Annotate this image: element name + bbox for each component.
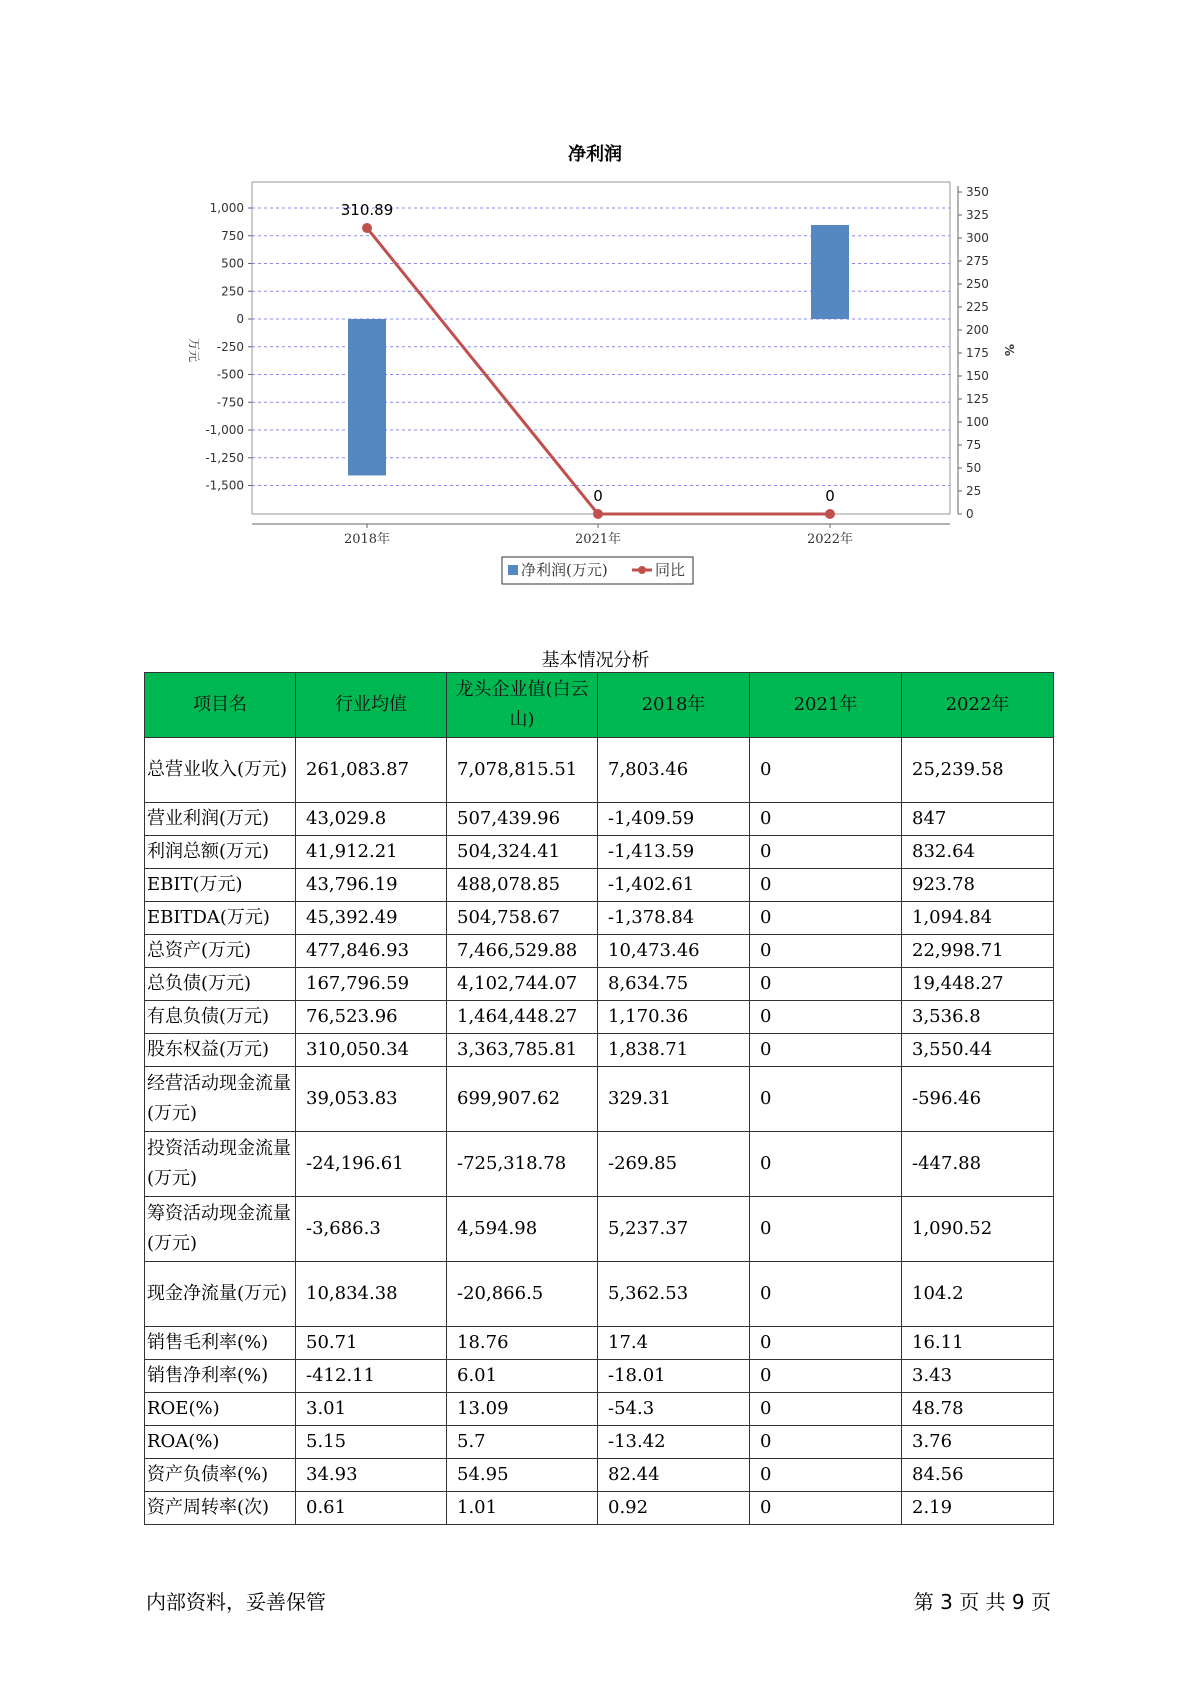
row-label: 股东权益(万元) [145, 1034, 296, 1067]
table-cell: 43,029.8 [296, 803, 447, 836]
left-tick-label: -750 [216, 395, 244, 410]
table-row [145, 1360, 1054, 1393]
row-label: 现金净流量(万元) [145, 1262, 296, 1327]
table-cell: -1,409.59 [598, 803, 750, 836]
table-cell: 477,846.93 [296, 935, 447, 968]
left-tick-label: -1,250 [205, 450, 244, 465]
table-cell: 0 [750, 1034, 902, 1067]
table-cell: 1,090.52 [902, 1197, 1054, 1262]
left-tick-label: -1,500 [205, 478, 244, 493]
row-label: EBIT(万元) [145, 869, 296, 902]
net-profit-chart [0, 0, 1191, 600]
table-cell: 0 [750, 1262, 902, 1327]
right-tick-label: 275 [966, 254, 989, 268]
table-cell: 2.19 [902, 1492, 1054, 1525]
right-axis-label: % [1002, 343, 1016, 357]
right-tick-label: 300 [966, 231, 989, 245]
table-cell: 847 [902, 803, 1054, 836]
table-row [145, 935, 1054, 968]
row-label: 利润总额(万元) [145, 836, 296, 869]
table-cell: -1,378.84 [598, 902, 750, 935]
row-label: 有息负债(万元) [145, 1001, 296, 1034]
table-row [145, 1132, 1054, 1197]
table-cell: 1,464,448.27 [447, 1001, 598, 1034]
right-tick-label: 25 [966, 484, 982, 498]
table-cell: 54.95 [447, 1459, 598, 1492]
right-tick-label: 200 [966, 323, 989, 337]
right-tick-label: 150 [966, 369, 989, 383]
table-cell: 488,078.85 [447, 869, 598, 902]
right-tick-label: 250 [966, 277, 989, 291]
table-cell: 0 [750, 1132, 902, 1197]
x-tick-label: 2021年 [574, 532, 622, 547]
table-cell: 18.76 [447, 1327, 598, 1360]
table-cell: 0 [750, 902, 902, 935]
table-cell: 0 [750, 869, 902, 902]
table-cell: 0 [750, 1197, 902, 1262]
table-cell: 504,324.41 [447, 836, 598, 869]
footer-confidential: 内部资料，妥善保管 [146, 1590, 326, 1614]
left-tick-label: 1,000 [209, 201, 244, 215]
table-cell: 3,536.8 [902, 1001, 1054, 1034]
table-cell: 832.64 [902, 836, 1054, 869]
table-cell: -13.42 [598, 1426, 750, 1459]
table-row [145, 869, 1054, 902]
header-item-name: 项目名 [145, 673, 296, 738]
legend-swatch-bar [508, 565, 518, 575]
table-cell: 3.76 [902, 1426, 1054, 1459]
table-cell: 3,363,785.81 [447, 1034, 598, 1067]
table-row [145, 1262, 1054, 1327]
table-cell: 48.78 [902, 1393, 1054, 1426]
table-cell: -1,402.61 [598, 869, 750, 902]
table-cell: 39,053.83 [296, 1067, 447, 1132]
table-cell: 1,170.36 [598, 1001, 750, 1034]
legend-label-line: 同比 [655, 561, 686, 579]
table-row [145, 1492, 1054, 1525]
left-tick-label: 500 [221, 256, 244, 271]
right-tick-label: 225 [966, 300, 989, 314]
x-tick-label: 2018年 [343, 532, 391, 547]
table-header-row [145, 673, 1054, 738]
table-cell: 0 [750, 1360, 902, 1393]
row-label: 筹资活动现金流量(万元) [145, 1197, 296, 1262]
table-cell: -269.85 [598, 1132, 750, 1197]
table-cell: 0 [750, 738, 902, 803]
table-cell: 1,838.71 [598, 1034, 750, 1067]
row-label: 资产负债率(%) [145, 1459, 296, 1492]
table-cell: 5.7 [447, 1426, 598, 1459]
row-label: 总资产(万元) [145, 935, 296, 968]
left-tick-label: 250 [221, 284, 244, 299]
row-label: 总营业收入(万元) [145, 738, 296, 803]
table-cell: 504,758.67 [447, 902, 598, 935]
table-cell: 25,239.58 [902, 738, 1054, 803]
table-cell: 0 [750, 968, 902, 1001]
left-axis-label: 万元 [187, 337, 201, 363]
table-cell: -596.46 [902, 1067, 1054, 1132]
legend-swatch-point [638, 566, 646, 574]
bar-2018年 [348, 319, 386, 475]
footer-page-number: 第 3 页 共 9 页 [913, 1590, 1051, 1614]
table-row [145, 968, 1054, 1001]
table-cell: 0 [750, 1327, 902, 1360]
table-cell: 104.2 [902, 1262, 1054, 1327]
left-tick-label: 0 [236, 312, 244, 326]
table-cell: 17.4 [598, 1327, 750, 1360]
table-cell: 5,362.53 [598, 1262, 750, 1327]
table-cell: 3.43 [902, 1360, 1054, 1393]
table-cell: 3,550.44 [902, 1034, 1054, 1067]
table-cell: 4,102,744.07 [447, 968, 598, 1001]
table-cell: 0 [750, 1459, 902, 1492]
table-cell: 0 [750, 1426, 902, 1459]
table-cell: 310,050.34 [296, 1034, 447, 1067]
table-cell: 1,094.84 [902, 902, 1054, 935]
bar-2022年 [811, 225, 849, 319]
yoy-point [825, 509, 835, 519]
table-cell: 0.92 [598, 1492, 750, 1525]
table-cell: -447.88 [902, 1132, 1054, 1197]
table-cell: -3,686.3 [296, 1197, 447, 1262]
basic-analysis-table [144, 672, 1054, 1525]
table-cell: 41,912.21 [296, 836, 447, 869]
table-cell: 10,473.46 [598, 935, 750, 968]
chart-title: 净利润 [568, 144, 622, 165]
table-cell: 0 [750, 836, 902, 869]
table-cell: 5,237.37 [598, 1197, 750, 1262]
row-label: 销售净利率(%) [145, 1360, 296, 1393]
table-cell: 0 [750, 1393, 902, 1426]
table-cell: 34.93 [296, 1459, 447, 1492]
table-cell: 84.56 [902, 1459, 1054, 1492]
yoy-point [593, 509, 603, 519]
table-cell: 167,796.59 [296, 968, 447, 1001]
table-cell: 7,078,815.51 [447, 738, 598, 803]
table-cell: 7,803.46 [598, 738, 750, 803]
row-label: 销售毛利率(%) [145, 1327, 296, 1360]
table-cell: 8,634.75 [598, 968, 750, 1001]
right-tick-label: 0 [966, 507, 974, 521]
right-tick-label: 125 [966, 392, 989, 406]
row-label: 总负债(万元) [145, 968, 296, 1001]
table-cell: 0 [750, 1492, 902, 1525]
header-2018: 2018年 [598, 673, 750, 738]
right-tick-label: 75 [966, 438, 982, 452]
table-cell: 13.09 [447, 1393, 598, 1426]
table-cell: 0 [750, 935, 902, 968]
right-tick-label: 175 [966, 346, 989, 360]
table-row [145, 836, 1054, 869]
table-cell: 261,083.87 [296, 738, 447, 803]
table-row [145, 1197, 1054, 1262]
legend-label-bar: 净利润(万元) [521, 561, 608, 579]
table-cell: 507,439.96 [447, 803, 598, 836]
table-cell: 5.15 [296, 1426, 447, 1459]
yoy-data-label: 310.89 [340, 200, 394, 219]
left-tick-label: -500 [216, 367, 244, 382]
yoy-point [362, 223, 372, 233]
table-row [145, 1034, 1054, 1067]
table-row [145, 1459, 1054, 1492]
header-leader-value: 龙头企业值(白云山) [447, 673, 598, 738]
yoy-data-label: 0 [593, 487, 603, 505]
table-cell: 0.61 [296, 1492, 447, 1525]
table-cell: -725,318.78 [447, 1132, 598, 1197]
table-row [145, 1426, 1054, 1459]
row-label: 资产周转率(次) [145, 1492, 296, 1525]
table-row [145, 902, 1054, 935]
table-row [145, 1067, 1054, 1132]
table-cell: 19,448.27 [902, 968, 1054, 1001]
table-cell: 329.31 [598, 1067, 750, 1132]
table-row [145, 1393, 1054, 1426]
table-cell: 82.44 [598, 1459, 750, 1492]
right-tick-label: 350 [966, 185, 989, 199]
chart-svg [0, 0, 1191, 600]
right-tick-label: 50 [966, 461, 982, 475]
left-tick-label: -250 [216, 339, 244, 354]
table-cell: 22,998.71 [902, 935, 1054, 968]
table-cell: -20,866.5 [447, 1262, 598, 1327]
table-cell: 3.01 [296, 1393, 447, 1426]
table-cell: 45,392.49 [296, 902, 447, 935]
table-cell: 76,523.96 [296, 1001, 447, 1034]
table-cell: -1,413.59 [598, 836, 750, 869]
table-cell: 0 [750, 803, 902, 836]
right-tick-label: 325 [966, 208, 989, 222]
table-cell: 699,907.62 [447, 1067, 598, 1132]
header-2021: 2021年 [750, 673, 902, 738]
row-label: ROE(%) [145, 1393, 296, 1426]
table-cell: 10,834.38 [296, 1262, 447, 1327]
row-label: 经营活动现金流量(万元) [145, 1067, 296, 1132]
x-tick-label: 2022年 [806, 532, 854, 547]
right-tick-label: 100 [966, 415, 989, 429]
table-cell: 6.01 [447, 1360, 598, 1393]
table-cell: 7,466,529.88 [447, 935, 598, 968]
row-label: 投资活动现金流量(万元) [145, 1132, 296, 1197]
row-label: EBITDA(万元) [145, 902, 296, 935]
table-row [145, 803, 1054, 836]
table-row [145, 1001, 1054, 1034]
table-cell: 16.11 [902, 1327, 1054, 1360]
table-cell: 1.01 [447, 1492, 598, 1525]
table-cell: 0 [750, 1067, 902, 1132]
table-cell: 4,594.98 [447, 1197, 598, 1262]
table-cell: 923.78 [902, 869, 1054, 902]
left-tick-label: -1,000 [205, 423, 244, 437]
left-tick-label: 750 [221, 228, 244, 243]
table-row [145, 1327, 1054, 1360]
yoy-data-label: 0 [825, 487, 835, 505]
table-cell: 50.71 [296, 1327, 447, 1360]
table-cell: -412.11 [296, 1360, 447, 1393]
header-industry-avg: 行业均值 [296, 673, 447, 738]
table-title: 基本情况分析 [541, 650, 650, 671]
table-row [145, 738, 1054, 803]
row-label: ROA(%) [145, 1426, 296, 1459]
table-cell: -24,196.61 [296, 1132, 447, 1197]
table-cell: -18.01 [598, 1360, 750, 1393]
table-cell: 0 [750, 1001, 902, 1034]
row-label: 营业利润(万元) [145, 803, 296, 836]
table-cell: -54.3 [598, 1393, 750, 1426]
header-2022: 2022年 [902, 673, 1054, 738]
table-cell: 43,796.19 [296, 869, 447, 902]
